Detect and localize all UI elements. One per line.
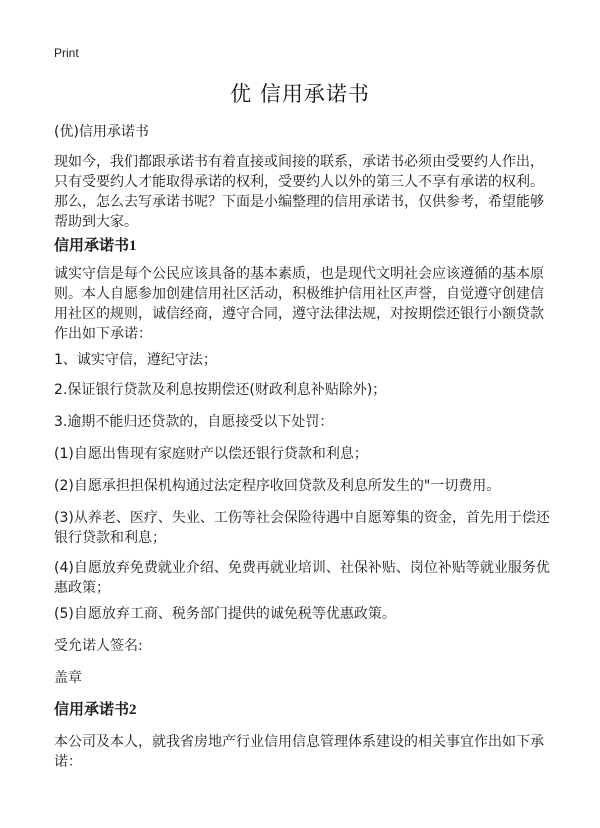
list-item: (2)自愿承担担保机构通过法定程序收回贷款及利息所发生的"一切费用。: [54, 478, 501, 494]
list-item: 1、诚实守信，遵纪守法；: [54, 352, 217, 368]
section-2-heading: 信用承诺书2: [54, 702, 137, 718]
intro-paragraph: 现如今，我们都跟承诺书有着直接或间接的联系，承诺书必须由受要约人作出，只有受要约人才能取得承诺的权利，受要约人以外的第三人不享有承诺的权利。那么，怎么去写承诺书呢？下面是小编整理的信用承诺书，仅供参考，希望能够帮助到大家。: [54, 154, 544, 230]
list-item: (1)自愿出售现有家庭财产以偿还银行贷款和利息；: [54, 446, 368, 462]
section-1-heading: 信用承诺书1: [54, 238, 137, 254]
section-2-paragraph: 本公司及本人，就我省房地产行业信用信息管理体系建设的相关事宜作出如下承诺：: [54, 734, 544, 770]
list-item: 2.保证银行贷款及利息按期偿还(财政利息补贴除外)；: [54, 382, 387, 398]
section-1-paragraph: 诚实守信是每个公民应该具备的基本素质，也是现代文明社会应该遵循的基本原则。本人自愿参加创建信用社区活动，积极维护信用社区声誉，自觉遵守创建信用社区的规则，诚信经商，遵守合同，遵守法律法规，对按期偿还银行小额贷款作出如下承诺：: [54, 266, 544, 342]
print-link[interactable]: Print: [54, 46, 79, 60]
seal-line: 盖章: [54, 670, 82, 686]
page-title: 优 信用承诺书: [230, 82, 370, 106]
list-item: (3)从养老、医疗、失业、工伤等社会保险待遇中自愿筹集的资金，首先用于偿还银行贷款和利息；: [54, 510, 550, 546]
doc-subtitle: (优)信用承诺书: [54, 124, 149, 140]
signature-line: 受允诺人签名:: [54, 638, 143, 654]
list-item: (5)自愿放弃工商、税务部门提供的诚免税等优惠政策。: [54, 606, 396, 622]
list-item: 3.逾期不能归还贷款的，自愿接受以下处罚：: [54, 414, 334, 430]
list-item: (4)自愿放弃免费就业介绍、免费再就业培训、社保补贴、岗位补贴等就业服务优惠政策；: [54, 560, 550, 596]
